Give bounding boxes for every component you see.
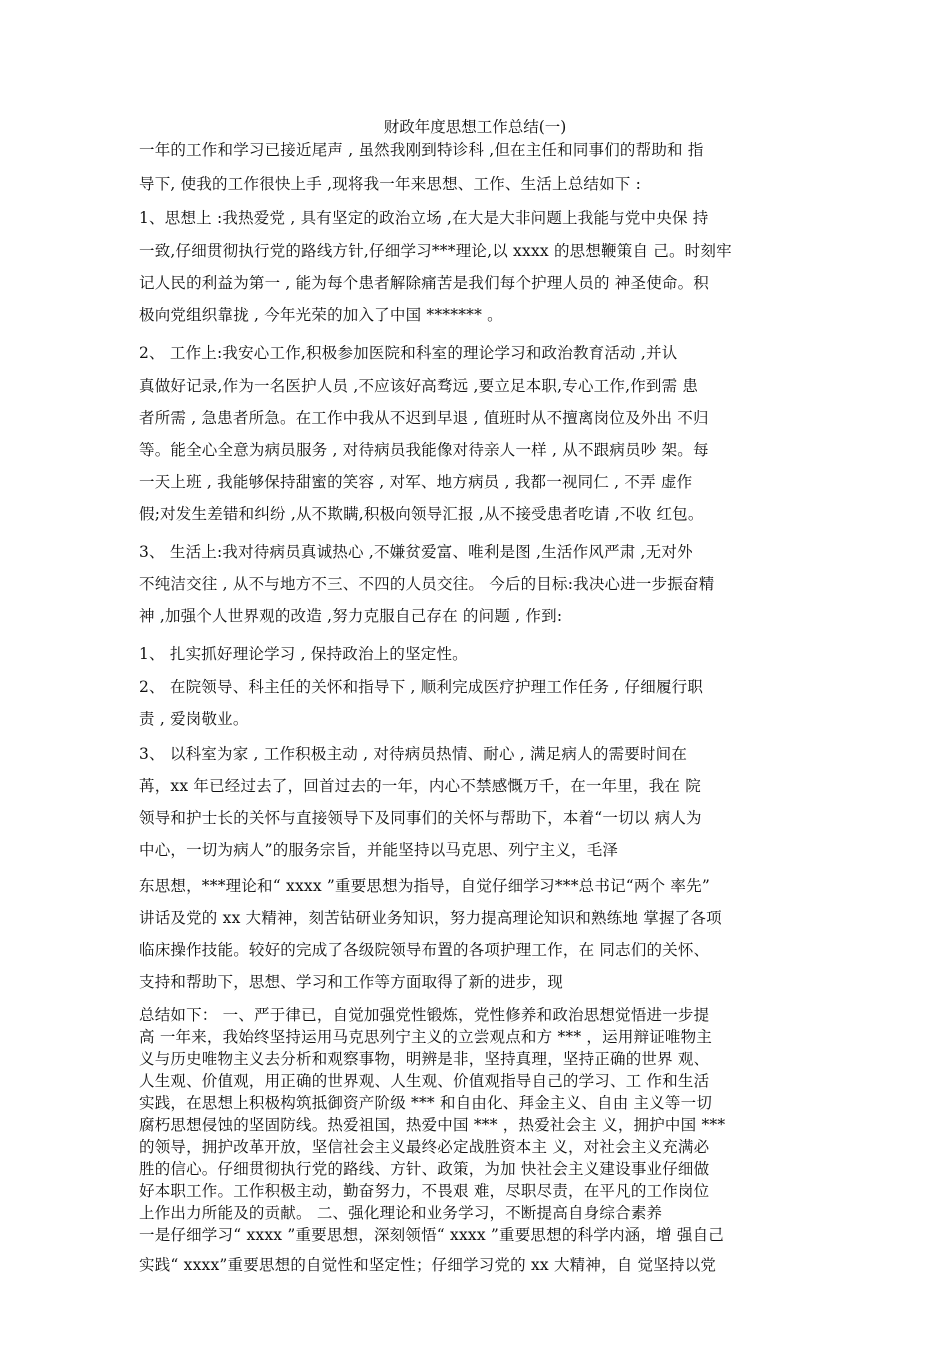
text-line: 讲话及党的 xx 大精神，刻苦钻研业务知识，努力提高理论知识和熟练地 掌握了各项	[139, 909, 722, 927]
text-line: 一致,仔细贯彻执行党的路线方针,仔细学习***理论,以 xxxx 的思想鞭策自 己。时刻牢	[139, 242, 732, 260]
text-line: 责 , 爱岗敬业。	[139, 710, 249, 728]
text-line: 苒，xx 年已经过去了，回首过去的一年，内心不禁感慨万千，在一年里，我在 院	[139, 777, 701, 795]
text-line: 义与历史唯物主义去分析和观察事物，明辨是非，坚持真理，坚持正确的世界 观、	[139, 1050, 710, 1068]
text-line: 者所需 , 急患者所急。在工作中我从不迟到早退 , 值班时从不擅离岗位及外出 不归	[139, 409, 709, 427]
text-line: 一天上班 , 我能够保持甜蜜的笑容 , 对军、地方病员 , 我都一视同仁 , 不弄 虚作	[139, 473, 693, 491]
text-line: 1、思想上 :我热爱党 , 具有坚定的政治立场 ,在大是大非问题上我能与党中央保 持	[139, 209, 709, 227]
text-line: 好本职工作。工作积极主动，勤奋努力，不畏艰 难，尽职尽责，在平凡的工作岗位	[139, 1182, 710, 1200]
text-line: 等。能全心全意为病员服务 , 对待病员我能像对待亲人一样 , 从不跟病员吵 架。每	[139, 441, 709, 459]
document-title: 财政年度思想工作总结(一)	[383, 118, 567, 136]
text-line: 神 ,加强个人世界观的改造 ,努力克服自己存在 的问题 , 作到:	[139, 607, 563, 625]
text-line: 临床操作技能。较好的完成了各级院领导布置的各项护理工作，在 同志们的关怀、	[139, 941, 710, 959]
text-line: 3、 生活上:我对待病员真诚热心 ,不嫌贫爱富、唯利是图 ,生活作风严肃 ,无对外	[139, 543, 693, 561]
text-line: 支持和帮助下，思想、学习和工作等方面取得了新的进步，现	[139, 973, 563, 991]
text-line: 不纯洁交往 , 从不与地方不三、不四的人员交往。 今后的目标:我决心进一步振奋精	[139, 575, 715, 593]
text-line: 领导和护士长的关怀与直接领导下及同事们的关怀与帮助下，本着“一切以 病人为	[139, 809, 702, 827]
text-line: 总结如下： 一、严于律已，自觉加强党性锻炼，党性修养和政治思想觉悟进一步提	[139, 1006, 710, 1024]
text-line: 一是仔细学习“ xxxx ”重要思想，深刻领悟“ xxxx ”重要思想的科学内涵，增 强自己	[139, 1226, 724, 1244]
text-line: 极向党组织靠拢 , 今年光荣的加入了中国 ******* 。	[139, 306, 503, 324]
text-line: 实践“ xxxx”重要思想的自觉性和坚定性；仔细学习党的 xx 大精神，自 觉坚持以党	[139, 1256, 717, 1274]
text-line: 1、 扎实抓好理论学习 , 保持政治上的坚定性。	[139, 645, 468, 663]
text-line: 3、 以科室为家 , 工作积极主动 , 对待病员热情、耐心 , 满足病人的需要时间在	[139, 745, 688, 763]
text-line: 东思想，***理论和“ xxxx ”重要思想为指导，自觉仔细学习***总书记“两个 率先”	[139, 877, 710, 895]
text-line: 中心，一切为病人”的服务宗旨，并能坚持以马克思、列宁主义，毛泽	[139, 841, 619, 859]
text-line: 胜的信心。仔细贯彻执行党的路线、方针、政策，为加 快社会主义建设事业仔细做	[139, 1160, 710, 1178]
text-line: 的领导，拥护改革开放，坚信社会主义最终必定战胜资本主 义，对社会主义充满必	[139, 1138, 710, 1156]
text-line: 2、 在院领导、科主任的关怀和指导下 , 顺利完成医疗护理工作任务 , 仔细履行职	[139, 678, 704, 696]
text-line: 2、 工作上:我安心工作,积极参加医院和科室的理论学习和政治教育活动 ,并认	[139, 344, 678, 362]
text-line: 高 一年来，我始终坚持运用马克思列宁主义的立尝观点和方 *** ，运用辩证唯物主	[139, 1028, 713, 1046]
text-line: 记人民的利益为第一 , 能为每个患者解除痛苦是我们每个护理人员的 神圣使命。积	[139, 274, 710, 292]
text-line: 实践，在思想上积极构筑抵御资产阶级 *** 和自由化、拜金主义、自由 主义等一切	[139, 1094, 713, 1112]
text-line: 导下, 使我的工作很快上手 ,现将我一年来思想、工作、生活上总结如下 :	[139, 175, 642, 193]
text-line: 假;对发生差错和纠纷 ,从不欺瞒,积极向领导汇报 ,从不接受患者吃请 ,不收 红包。	[139, 505, 704, 523]
text-line: 上作出力所能及的贡献。 二、强化理论和业务学习，不断提高自身综合素养	[139, 1204, 663, 1222]
text-line: 一年的工作和学习已接近尾声 , 虽然我刚到特诊科 ,但在主任和同事们的帮助和 指	[139, 141, 704, 159]
text-line: 腐朽思想侵蚀的坚固防线。热爱祖国，热爱中国 *** ，热爱社会主 义，拥护中国 ***	[139, 1116, 726, 1134]
text-line: 人生观、价值观，用正确的世界观、人生观、价值观指导自己的学习、工 作和生活	[139, 1072, 710, 1090]
text-line: 真做好记录,作为一名医护人员 ,不应该好高骛远 ,要立足本职,专心工作,作到需 患	[139, 377, 699, 395]
